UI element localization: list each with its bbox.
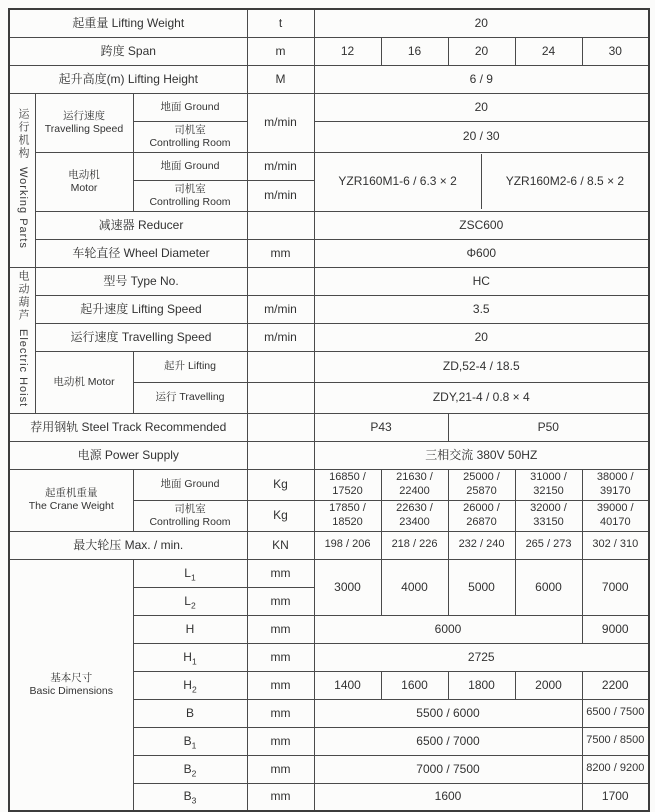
power-supply-unit	[247, 441, 314, 469]
lifting-height-label: 起升高度(m) Lifting Height	[9, 65, 247, 93]
row-lifting-height	[9, 65, 649, 93]
dim-l2-unit: mm	[247, 587, 314, 615]
row-max-wheel-load	[9, 531, 649, 559]
crane-weight-cab-value: 39000 / 40170	[582, 500, 649, 531]
hoist-motor-travelling-label: 运行 Travelling	[133, 382, 247, 413]
crane-weight-cab-value: 32000 / 33150	[515, 500, 582, 531]
row-lifting-weight	[9, 9, 649, 37]
dim-h2-label: $H_2$	[133, 671, 247, 699]
max-wheel-load-value: 302 / 310	[582, 531, 649, 559]
reducer-unit	[247, 211, 314, 239]
max-wheel-load-label: 最大轮压 Max. / min.	[9, 531, 247, 559]
wp-ts-cab-value: 20 / 30	[314, 121, 649, 152]
dim-b-unit: mm	[247, 699, 314, 727]
steel-track-value-right: P50	[448, 413, 649, 441]
wp-motor-value-right: YZR160M2-6 / 8.5 × 2	[481, 154, 648, 209]
wp-motor-ground-label: 地面 Ground	[133, 152, 247, 180]
crane-weight-ground-value: 21630 / 22400	[381, 469, 448, 500]
row-reducer	[9, 211, 649, 239]
steel-track-value-left: P43	[314, 413, 448, 441]
hoist-motor-lifting-value: ZD,52-4 / 18.5	[314, 351, 649, 382]
dim-h2-value: 2200	[582, 671, 649, 699]
working-parts-section-label	[9, 93, 35, 267]
electric-hoist-section-label	[9, 267, 35, 413]
hoist-motor-travelling-value: ZDY,21-4 / 0.8 × 4	[314, 382, 649, 413]
wp-motor-value-left: YZR160M1-6 / 6.3 × 2	[338, 174, 457, 189]
dim-b1-value-main: 6500 / 7000	[314, 727, 582, 755]
basic-dimensions-label: 基本尺寸 Basic Dimensions	[9, 559, 133, 811]
lifting-weight-unit: t	[247, 9, 314, 37]
reducer-label: 减速器 Reducer	[35, 211, 247, 239]
crane-weight-label: 起重机重量 The Crane Weight	[9, 469, 133, 531]
dim-h1-label: $H_1$	[133, 643, 247, 671]
crane-weight-ground-value: 31000 / 32150	[515, 469, 582, 500]
dim-b1-unit: mm	[247, 727, 314, 755]
wheel-diameter-label: 车轮直径 Wheel Diameter	[35, 239, 247, 267]
max-wheel-load-unit: KN	[247, 531, 314, 559]
wp-motor-cab-unit: m/min	[247, 180, 314, 211]
wp-ts-unit: m/min	[247, 93, 314, 152]
wp-motor-label: 电动机 Motor	[35, 152, 133, 211]
dim-b3-value-last: 1700	[582, 783, 649, 811]
dim-l1-label: $L_1$	[133, 559, 247, 587]
wp-motor-cab-label: 司机室 Controlling Room	[133, 180, 247, 211]
max-wheel-load-value: 218 / 226	[381, 531, 448, 559]
steel-track-unit	[247, 413, 314, 441]
crane-weight-cab-label: 司机室 Controlling Room	[133, 500, 247, 531]
crane-weight-cab-value: 26000 / 26870	[448, 500, 515, 531]
hoist-lifting-speed-value: 3.5	[314, 295, 649, 323]
wp-motor-ground-unit: m/min	[247, 152, 314, 180]
dim-l-value: 4000	[381, 559, 448, 615]
dim-b2-label: $B_2$	[133, 755, 247, 783]
working-parts-vertical-text: 运行机构Working Parts	[16, 107, 29, 249]
wp-ts-ground-value: 20	[314, 93, 649, 121]
dim-h1-value: 2725	[314, 643, 649, 671]
row-crane-weight-ground	[9, 469, 649, 500]
lifting-weight-label: 起重量 Lifting Weight	[9, 9, 247, 37]
dim-h-value-last: 9000	[582, 615, 649, 643]
wheel-diameter-unit: mm	[247, 239, 314, 267]
dim-l1-unit: mm	[247, 559, 314, 587]
max-wheel-load-value: 265 / 273	[515, 531, 582, 559]
crane-weight-ground-label: 地面 Ground	[133, 469, 247, 500]
wp-travelling-speed-label: 运行速度 Travelling Speed	[35, 93, 133, 152]
crane-weight-cab-value: 22630 / 23400	[381, 500, 448, 531]
dim-l2-label: $L_2$	[133, 587, 247, 615]
type-no-unit	[247, 267, 314, 295]
wp-motor-values	[314, 152, 649, 211]
dim-h2-unit: mm	[247, 671, 314, 699]
max-wheel-load-value: 198 / 206	[314, 531, 381, 559]
row-wp-travelling-ground	[9, 93, 649, 121]
dim-b2-value-last: 8200 / 9200	[582, 755, 649, 783]
row-steel-track	[9, 413, 649, 441]
crane-weight-cab-unit: Kg	[247, 500, 314, 531]
crane-weight-ground-unit: Kg	[247, 469, 314, 500]
reducer-value: ZSC600	[314, 211, 649, 239]
dim-h2-value: 1600	[381, 671, 448, 699]
hoist-motor-lifting-label: 起升 Lifting	[133, 351, 247, 382]
span-value: 30	[582, 37, 649, 65]
dim-l-value: 7000	[582, 559, 649, 615]
dim-b3-unit: mm	[247, 783, 314, 811]
dim-h2-value: 1400	[314, 671, 381, 699]
hoist-travelling-speed-value: 20	[314, 323, 649, 351]
dim-h2-value: 2000	[515, 671, 582, 699]
hoist-travelling-speed-unit: m/min	[247, 323, 314, 351]
row-hoist-motor-lifting	[9, 351, 649, 382]
lifting-height-value: 6 / 9	[314, 65, 649, 93]
row-type-no	[9, 267, 649, 295]
dim-h-value-main: 6000	[314, 615, 582, 643]
hoist-motor-travelling-unit	[247, 382, 314, 413]
row-power-supply	[9, 441, 649, 469]
row-wp-motor-ground	[9, 152, 649, 180]
row-hoist-travelling-speed	[9, 323, 649, 351]
type-no-value: HC	[314, 267, 649, 295]
steel-track-label: 荐用钢轨 Steel Track Recommended	[9, 413, 247, 441]
wp-ts-cab-label: 司机室 Controlling Room	[133, 121, 247, 152]
electric-hoist-vertical-text: 电动葫芦Electric Hoist	[16, 269, 29, 407]
power-supply-value: 三相交流 380V 50HZ	[314, 441, 649, 469]
span-value: 24	[515, 37, 582, 65]
hoist-motor-label: 电动机 Motor	[35, 351, 133, 413]
hoist-lifting-speed-label: 起升速度 Lifting Speed	[35, 295, 247, 323]
dim-b1-label: $B_1$	[133, 727, 247, 755]
lifting-weight-value: 20	[314, 9, 649, 37]
dim-l-value: 5000	[448, 559, 515, 615]
dim-b-value-last: 6500 / 7500	[582, 699, 649, 727]
dim-b1-value-last: 7500 / 8500	[582, 727, 649, 755]
dim-b2-value-main: 7000 / 7500	[314, 755, 582, 783]
crane-weight-ground-value: 25000 / 25870	[448, 469, 515, 500]
lifting-height-unit: M	[247, 65, 314, 93]
dim-b3-value-main: 1600	[314, 783, 582, 811]
dim-b-value-main: 5500 / 6000	[314, 699, 582, 727]
max-wheel-load-value: 232 / 240	[448, 531, 515, 559]
dim-h-label: H	[133, 615, 247, 643]
row-wheel-diameter	[9, 239, 649, 267]
dim-h2-value: 1800	[448, 671, 515, 699]
span-value: 16	[381, 37, 448, 65]
dim-b-label: B	[133, 699, 247, 727]
row-span	[9, 37, 649, 65]
dim-l-value: 6000	[515, 559, 582, 615]
dim-b2-unit: mm	[247, 755, 314, 783]
dim-h1-unit: mm	[247, 643, 314, 671]
crane-weight-ground-value: 38000 / 39170	[582, 469, 649, 500]
row-dim-l1	[9, 559, 649, 587]
span-value: 12	[314, 37, 381, 65]
wheel-diameter-value: Φ600	[314, 239, 649, 267]
dim-l-value: 3000	[314, 559, 381, 615]
crane-weight-cab-value: 17850 / 18520	[314, 500, 381, 531]
span-label: 跨度 Span	[9, 37, 247, 65]
row-hoist-lifting-speed	[9, 295, 649, 323]
hoist-lifting-speed-unit: m/min	[247, 295, 314, 323]
type-no-label: 型号 Type No.	[35, 267, 247, 295]
crane-spec-table	[8, 8, 650, 812]
wp-ts-ground-label: 地面 Ground	[133, 93, 247, 121]
dim-b3-label: $B_3$	[133, 783, 247, 811]
dim-h-unit: mm	[247, 615, 314, 643]
span-value: 20	[448, 37, 515, 65]
power-supply-label: 电源 Power Supply	[9, 441, 247, 469]
crane-weight-ground-value: 16850 / 17520	[314, 469, 381, 500]
hoist-travelling-speed-label: 运行速度 Travelling Speed	[35, 323, 247, 351]
span-unit: m	[247, 37, 314, 65]
hoist-motor-lifting-unit	[247, 351, 314, 382]
